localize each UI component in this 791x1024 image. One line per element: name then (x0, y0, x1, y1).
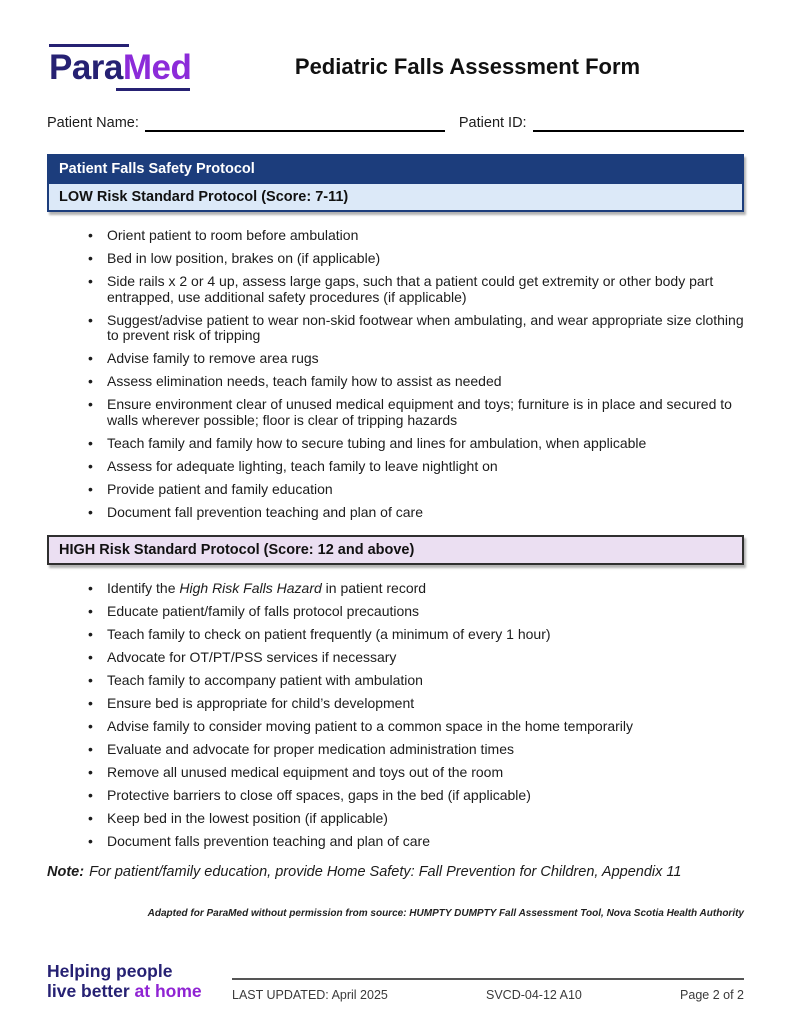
tagline-line2 (47, 981, 232, 1002)
low-risk-list (47, 228, 744, 520)
bullet-item: • Provide patient and family education (88, 482, 744, 498)
patient-name-label: Patient Name: (47, 115, 139, 131)
bullet-item: • Assess elimination needs, teach family how to assist as needed (88, 374, 744, 390)
patient-name-blank-line (145, 114, 445, 132)
bullet-item: • Document fall prevention teaching and plan of care (88, 505, 744, 521)
bullet-item: • Orient patient to room before ambulation (88, 228, 744, 244)
patient-id-label: Patient ID: (458, 115, 527, 131)
footer-doc-code: SVCD-04-12 A10 (486, 988, 582, 1002)
bullet-item: • Document falls prevention teaching and plan of care (88, 834, 744, 850)
tagline-at-home: at home (129, 981, 202, 1002)
logo-bottom-rule (116, 88, 190, 91)
page-title: Pediatric Falls Assessment Form (294, 54, 641, 79)
bullet-item: • Advocate for OT/PT/PSS services if necessary (88, 650, 744, 666)
attribution-line: Adapted for ParaMed without permission from source: HUMPTY DUMPTY Fall Assessment Tool, Nova Scotia Health Authority (147, 907, 744, 919)
bullet-item: • Ensure bed is appropriate for child’s development (88, 696, 744, 712)
paramed-logo (47, 38, 247, 94)
bullet-item: • Evaluate and advocate for proper medication administration times (88, 742, 744, 758)
patient-id-blank-line (533, 114, 744, 132)
bullet-item: • Suggest/advise patient to wear non-skid footwear when ambulating, and wear appropriate size clothing to prevent risk of tripping (88, 313, 744, 344)
low-risk-heading-bar: LOW Risk Standard Protocol (Score: 7-11) (49, 182, 742, 210)
footer-last-updated: LAST UPDATED: April 2025 (232, 988, 388, 1002)
note-text: For patient/family education, provide Home Safety: Fall Prevention for Children, Appendix 11 (89, 863, 682, 880)
bullet-item: • Side rails x 2 or 4 up, assess large gaps, such that a patient could get extremity or other body part entrapped, use additional safety procedures (if applicable) (88, 274, 744, 305)
bullet-item: • Teach family to check on patient frequently (a minimum of every 1 hour) (88, 627, 744, 643)
page-header (47, 0, 744, 94)
bullet-item: • Remove all unused medical equipment and toys out of the room (88, 765, 744, 781)
logo-wordmark (49, 50, 191, 85)
footer-page-number: Page 2 of 2 (680, 988, 744, 1002)
bullet-item: • Ensure environment clear of unused medical equipment and toys; furniture is in place and secured to walls wherever possible; floor is clear of tripping hazards (88, 397, 744, 428)
logo-part-med: Med (122, 48, 192, 87)
protocol-table (47, 154, 744, 212)
title-area (247, 38, 744, 80)
tagline-live-better: live better (47, 981, 130, 1002)
high-risk-heading-bar: HIGH Risk Standard Protocol (Score: 12 and above) (47, 535, 744, 565)
bullet-item: • Educate patient/family of falls protocol precautions (88, 604, 744, 620)
bullet-item: • Advise family to remove area rugs (88, 351, 744, 367)
logo-top-rule (49, 44, 129, 47)
bullet-item: • Identify the High Risk Falls Hazard in patient record (88, 581, 744, 597)
note-label: Note: (47, 863, 85, 880)
note-line (47, 864, 744, 880)
bullet-item: • Protective barriers to close off spaces, gaps in the bed (if applicable) (88, 788, 744, 804)
logo-part-para: Para (49, 48, 123, 87)
bullet-item: • Assess for adequate lighting, teach family to leave nightlight on (88, 459, 744, 475)
bullet-item: • Bed in low position, brakes on (if applicable) (88, 251, 744, 267)
protocol-header-bar: Patient Falls Safety Protocol (49, 156, 742, 182)
tagline (47, 961, 232, 1002)
tagline-line1: Helping people (47, 960, 173, 981)
footer-divider (232, 978, 744, 1002)
bullet-item: • Teach family and family how to secure tubing and lines for ambulation, when applicable (88, 436, 744, 452)
bullet-item: • Advise family to consider moving patient to a common space in the home temporarily (88, 719, 744, 735)
bullet-item: • Keep bed in the lowest position (if applicable) (88, 811, 744, 827)
patient-fields-row (47, 114, 744, 132)
page-footer (47, 961, 744, 1002)
high-risk-list (47, 581, 744, 850)
bullet-item: • Teach family to accompany patient with ambulation (88, 673, 744, 689)
